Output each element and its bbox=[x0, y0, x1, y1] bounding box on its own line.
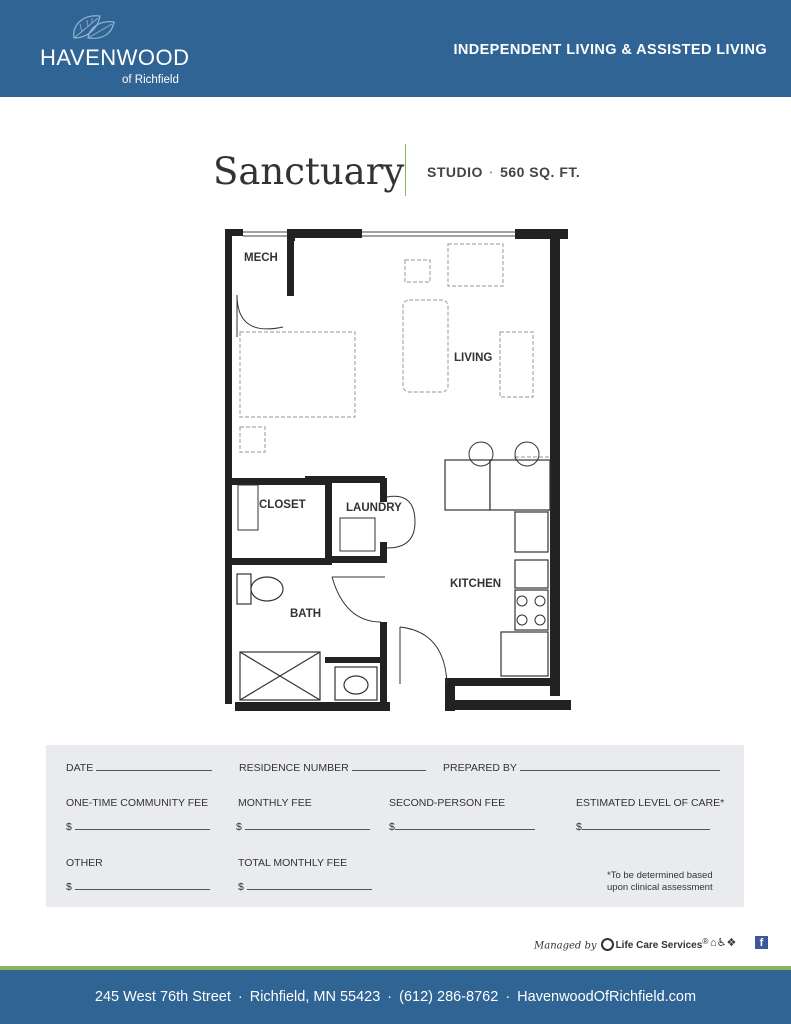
room-label-living: LIVING bbox=[454, 352, 493, 364]
residence-label: RESIDENCE NUMBER bbox=[239, 762, 349, 774]
leaf-icon bbox=[68, 12, 116, 42]
prepared-label: PREPARED BY bbox=[443, 762, 517, 774]
second-person-fee-line[interactable] bbox=[395, 821, 535, 830]
plan-size: 560 SQ. FT. bbox=[500, 164, 581, 180]
brand-name: HAVENWOOD bbox=[40, 45, 190, 70]
footer-separator: · bbox=[505, 989, 511, 1005]
registered-mark: ® bbox=[702, 936, 709, 946]
room-label-closet: CLOSET bbox=[259, 499, 306, 511]
footer-separator: · bbox=[387, 989, 393, 1005]
second-person-fee-label: SECOND-PERSON FEE bbox=[389, 797, 506, 809]
accessibility-icon: ♿ bbox=[716, 937, 727, 949]
life-care-services-icon bbox=[601, 938, 614, 951]
footer-website[interactable]: HavenwoodOfRichfield.com bbox=[517, 989, 697, 1005]
floor-plan bbox=[215, 222, 580, 717]
care-level-field[interactable] bbox=[576, 821, 710, 833]
page-footer bbox=[0, 970, 791, 1024]
managed-by-label: Managed by bbox=[534, 940, 597, 952]
care-level-footnote: *To be determined based upon clinical assessment bbox=[607, 870, 713, 893]
facebook-icon[interactable]: f bbox=[755, 936, 768, 949]
currency-symbol: $ bbox=[66, 881, 72, 893]
second-person-fee-field[interactable] bbox=[389, 821, 535, 833]
currency-symbol: $ bbox=[576, 821, 582, 833]
currency-symbol: $ bbox=[66, 821, 72, 833]
plan-type: STUDIO bbox=[427, 164, 483, 180]
plan-spec-separator: · bbox=[488, 164, 495, 180]
pet-friendly-icon: ❖ bbox=[726, 937, 737, 949]
pricing-form bbox=[46, 745, 744, 907]
monthly-fee-label: MONTHLY FEE bbox=[238, 797, 312, 809]
equal-housing-icon: ⌂ bbox=[710, 937, 717, 949]
currency-symbol: $ bbox=[238, 881, 244, 893]
room-label-kitchen: KITCHEN bbox=[450, 578, 502, 590]
title-divider bbox=[405, 144, 406, 196]
managed-by bbox=[534, 936, 708, 951]
other-label: OTHER bbox=[66, 857, 103, 869]
total-monthly-fee-label: TOTAL MONTHLY FEE bbox=[238, 857, 348, 869]
other-line[interactable] bbox=[75, 881, 210, 890]
footer-contact bbox=[0, 989, 791, 1005]
one-time-fee-line[interactable] bbox=[75, 821, 210, 830]
footer-city: Richfield, MN 55423 bbox=[249, 989, 381, 1005]
care-level-line[interactable] bbox=[582, 821, 710, 830]
room-label-laundry: LAUNDRY bbox=[346, 502, 402, 514]
plan-title: Sanctuary bbox=[213, 150, 405, 193]
total-monthly-fee-field[interactable] bbox=[238, 881, 372, 893]
monthly-fee-field[interactable] bbox=[236, 821, 370, 833]
date-label: DATE bbox=[66, 762, 94, 774]
compliance-icons bbox=[710, 936, 736, 949]
currency-symbol: $ bbox=[389, 821, 395, 833]
residence-line[interactable] bbox=[352, 762, 426, 771]
care-level-label: ESTIMATED LEVEL OF CARE* bbox=[576, 797, 725, 809]
brand-logo[interactable] bbox=[40, 12, 210, 90]
date-line[interactable] bbox=[96, 762, 212, 771]
monthly-fee-line[interactable] bbox=[245, 821, 370, 830]
date-field[interactable] bbox=[66, 762, 212, 774]
room-label-mech: MECH bbox=[244, 252, 278, 264]
management-company: Life Care Services bbox=[615, 940, 703, 952]
prepared-line[interactable] bbox=[520, 762, 720, 771]
total-monthly-fee-line[interactable] bbox=[247, 881, 372, 890]
currency-symbol: $ bbox=[236, 821, 242, 833]
brand-subtitle: of Richfield bbox=[122, 74, 179, 86]
one-time-fee-field[interactable] bbox=[66, 821, 210, 833]
one-time-fee-label: ONE-TIME COMMUNITY FEE bbox=[66, 797, 209, 809]
header-tagline: INDEPENDENT LIVING & ASSISTED LIVING bbox=[453, 42, 767, 58]
other-field[interactable] bbox=[66, 881, 210, 893]
prepared-field[interactable] bbox=[443, 762, 720, 774]
plan-spec bbox=[427, 164, 580, 180]
footer-separator: · bbox=[237, 989, 243, 1005]
footer-address: 245 West 76th Street bbox=[94, 989, 231, 1005]
page-header bbox=[0, 0, 791, 97]
residence-field[interactable] bbox=[239, 762, 426, 774]
room-label-bath: BATH bbox=[290, 608, 322, 620]
footer-phone[interactable]: (612) 286-8762 bbox=[399, 989, 499, 1005]
